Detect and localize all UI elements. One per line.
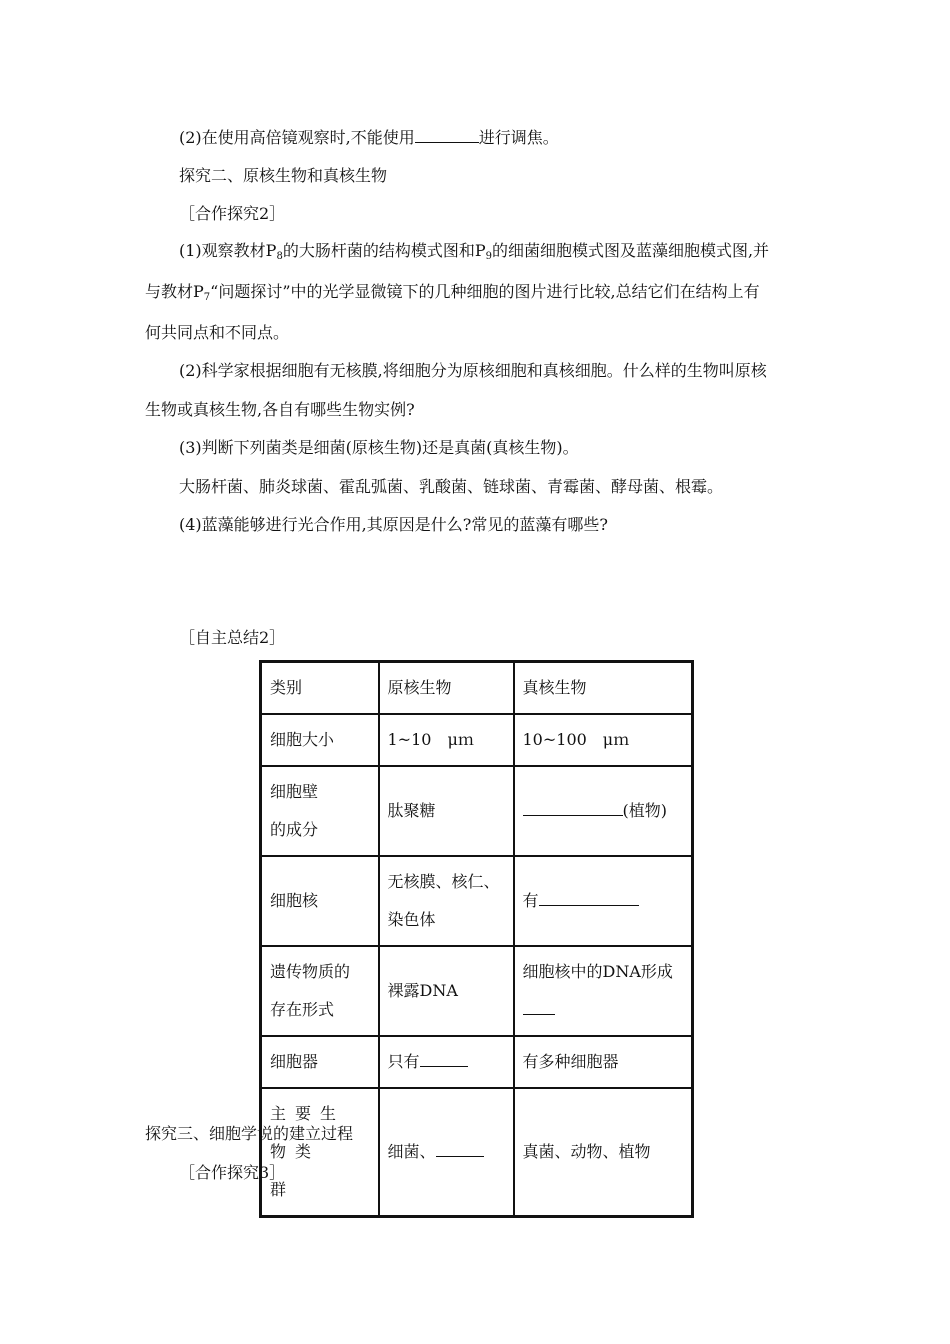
table-row: [261, 946, 693, 1036]
header-eukaryote: 真核生物: [514, 662, 693, 715]
cell-prokaryote: [379, 856, 514, 946]
section-2-title: 探究二、原核生物和真核生物: [179, 166, 388, 185]
cooperative-inquiry-3-heading: ［合作探究3］: [179, 1163, 286, 1182]
table-header-row: [261, 662, 693, 715]
row-label-part: 遗传物质的: [270, 962, 351, 981]
cooperative-inquiry-2-heading: ［合作探究2］: [179, 204, 286, 223]
row-label: 细胞核: [261, 856, 379, 946]
row-label: [261, 766, 379, 856]
page-subscript: 8: [276, 251, 283, 262]
question-text: (2)在使用高倍镜观察时,不能使用: [179, 128, 415, 147]
cell-prefix: 只有: [387, 1052, 420, 1071]
inquiry-q3: (3)判断下列菌类是细菌(原核生物)还是真菌(真核生物)。: [179, 438, 579, 457]
row-label-part: 的成分: [270, 820, 319, 839]
fill-blank: [523, 800, 623, 816]
page-subscript: 7: [203, 292, 211, 303]
cell-prokaryote: [379, 1088, 514, 1217]
row-label: 细胞大小: [261, 714, 379, 766]
cell-prokaryote: 1~10 μｍ: [379, 714, 514, 766]
cell-eukaryote: [514, 766, 693, 856]
cell-prefix: 细菌、: [387, 1142, 436, 1161]
self-summary-2-heading: ［自主总结2］: [179, 628, 286, 647]
fill-blank: [539, 890, 639, 906]
row-label-part: 细胞壁: [270, 782, 319, 801]
row-label-part: 存在形式: [270, 1000, 335, 1019]
cell-part: 染色体: [387, 910, 436, 929]
fill-blank: [523, 999, 555, 1015]
row-label: 细胞器: [261, 1036, 379, 1088]
cell-prokaryote: [379, 1036, 514, 1088]
row-label-part: 主要生物类: [270, 1104, 346, 1161]
cell-eukaryote: 真菌、动物、植物: [514, 1088, 693, 1217]
q1-text-b: 的大肠杆菌的结构模式图和P: [282, 241, 486, 260]
header-prokaryote: 原核生物: [379, 662, 514, 715]
cell-part: 无核膜、核仁、: [387, 872, 500, 891]
inquiry-q2-line1: (2)科学家根据细胞有无核膜,将细胞分为原核细胞和真核细胞。什么样的生物叫原核: [179, 361, 767, 380]
q1-text-d: 与教材P: [145, 282, 204, 301]
cell-eukaryote: 10~100 μｍ: [514, 714, 693, 766]
section-3-title: 探究三、细胞学说的建立过程: [145, 1124, 354, 1143]
cell-part: 细胞核中的DNA形成: [522, 962, 673, 981]
cell-prokaryote: 肽聚糖: [379, 766, 514, 856]
inquiry-q1-line2: [145, 282, 760, 308]
q1-text-c: 的细菌细胞模式图及蓝藻细胞模式图,并: [491, 241, 770, 260]
cell-prefix: 有: [522, 891, 539, 910]
page-subscript: 9: [485, 251, 492, 262]
fill-blank: [420, 1051, 468, 1067]
cell-eukaryote: [514, 946, 693, 1036]
table-row: [261, 856, 693, 946]
cell-prokaryote: 裸露DNA: [379, 946, 514, 1036]
row-label-part: 群: [270, 1180, 287, 1199]
table-row: [261, 1036, 693, 1088]
table-row: [261, 1088, 693, 1217]
q1-text-a: (1)观察教材P: [179, 241, 277, 260]
header-category: 类别: [261, 662, 379, 715]
inquiry-q2-line2: 生物或真核生物,各自有哪些生物实例?: [145, 400, 415, 419]
row-label: [261, 1088, 379, 1217]
fill-blank: [436, 1141, 484, 1157]
inquiry-q4: (4)蓝藻能够进行光合作用,其原因是什么?常见的蓝藻有哪些?: [179, 515, 608, 534]
fill-blank: [415, 127, 479, 143]
cell-eukaryote: 有多种细胞器: [514, 1036, 693, 1088]
fungi-list: 大肠杆菌、肺炎球菌、霍乱弧菌、乳酸菌、链球菌、青霉菌、酵母菌、根霉。: [179, 477, 724, 496]
inquiry-q1-line1: [179, 241, 769, 267]
cell-suffix: (植物): [622, 801, 667, 820]
table-row: [261, 714, 693, 766]
q1-text-e: “问题探讨”中的光学显微镜下的几种细胞的图片进行比较,总结它们在结构上有: [210, 282, 760, 301]
question-text-end: 进行调焦。: [478, 128, 559, 147]
cell-eukaryote: [514, 856, 693, 946]
question-2-line: [179, 127, 559, 148]
inquiry-q1-line3: 何共同点和不同点。: [145, 323, 290, 342]
row-label: [261, 946, 379, 1036]
table-row: [261, 766, 693, 856]
